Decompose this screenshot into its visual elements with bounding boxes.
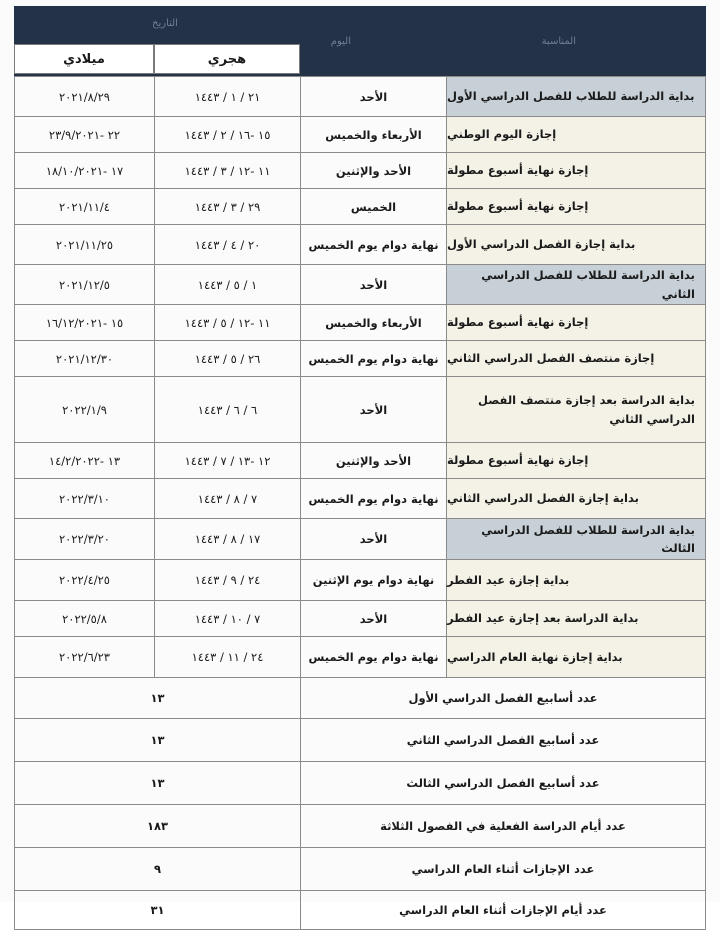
occasion-cell: بداية الدراسة بعد إجازة عيد الفطر: [446, 601, 706, 636]
day-cell: نهاية دوام يوم الخميس: [300, 341, 446, 376]
table-row: [14, 153, 706, 189]
gregorian-date-cell: ٢٠٢١/٨/٢٩: [14, 77, 154, 116]
occasion-cell: بداية إجازة الفصل الدراسي الثاني: [446, 479, 706, 518]
gregorian-date-cell: ٢٠٢١/١١/٢٥: [14, 225, 154, 264]
hijri-date-cell: ٢٠ / ٤ / ١٤٤٣: [154, 225, 300, 264]
table-row: [14, 519, 706, 560]
summary-row: [14, 678, 706, 719]
gregorian-date-cell: ٢٠٢١/١٢/٥: [14, 265, 154, 304]
gregorian-date-cell: ٢٠٢١/١١/٤: [14, 189, 154, 224]
summary-row: [14, 848, 706, 891]
day-cell: نهاية دوام يوم الخميس: [300, 225, 446, 264]
gregorian-date-cell: ٢٢ -٢٣/٩/٢٠٢١: [14, 117, 154, 152]
day-cell: الخميس: [300, 189, 446, 224]
hijri-date-cell: ٦ / ٦ / ١٤٤٣: [154, 377, 300, 442]
day-cell: الأحد: [300, 519, 446, 559]
occasion-cell: بداية الدراسة للطلاب للفصل الدراسي الأول: [446, 77, 706, 116]
summary-label: عدد أسابيع الفصل الدراسي الأول: [300, 678, 706, 718]
day-cell: الأحد والإثنين: [300, 443, 446, 478]
hijri-date-cell: ٢٩ / ٣ / ١٤٤٣: [154, 189, 300, 224]
hijri-date-cell: ٧ / ٨ / ١٤٤٣: [154, 479, 300, 518]
header-occasion: المناسبة: [541, 36, 576, 47]
gregorian-date-cell: ٢٠٢٢/٣/٢٠: [14, 519, 154, 559]
hijri-date-cell: ٧ / ١٠ / ١٤٤٣: [154, 601, 300, 636]
day-cell: الأحد: [300, 77, 446, 116]
summary-value: ٩: [14, 848, 300, 890]
occasion-cell: إجازة منتصف الفصل الدراسي الثاني: [446, 341, 706, 376]
summary-value: ١٣: [14, 762, 300, 804]
day-cell: الأحد: [300, 265, 446, 304]
summary-value: ١٨٣: [14, 805, 300, 847]
summary-value: ١٣: [14, 719, 300, 761]
day-cell: الأحد: [300, 377, 446, 442]
summary-row: [14, 805, 706, 848]
table-row: [14, 479, 706, 519]
gregorian-date-cell: ٢٠٢٢/٣/١٠: [14, 479, 154, 518]
summary-label: عدد أسابيع الفصل الدراسي الثالث: [300, 762, 706, 804]
day-cell: الأحد والإثنين: [300, 153, 446, 188]
occasion-cell: بداية الدراسة للطلاب للفصل الدراسي الثالث: [446, 519, 706, 559]
table-row: [14, 377, 706, 443]
occasion-cell: بداية الدراسة للطلاب للفصل الدراسي الثاني: [446, 265, 706, 304]
summary-row: [14, 762, 706, 805]
summary-row: [14, 719, 706, 762]
hijri-date-cell: ٢١ / ١ / ١٤٤٣: [154, 77, 300, 116]
gregorian-date-cell: ١٧ -١٨/١٠/٢٠٢١: [14, 153, 154, 188]
day-cell: الأربعاء والخميس: [300, 305, 446, 340]
day-cell: نهاية دوام يوم الخميس: [300, 637, 446, 677]
occasion-cell: بداية إجازة نهاية العام الدراسي: [446, 637, 706, 677]
summary-label: عدد الإجازات أثناء العام الدراسي: [300, 848, 706, 890]
table-row: [14, 117, 706, 153]
table-row: [14, 189, 706, 225]
gregorian-date-cell: ٢٠٢٢/٦/٢٣: [14, 637, 154, 677]
hijri-date-cell: ١٧ / ٨ / ١٤٤٣: [154, 519, 300, 559]
summary-row: [14, 891, 706, 930]
occasion-cell: إجازة نهاية أسبوع مطولة: [446, 189, 706, 224]
hijri-date-cell: ١١ -١٢ / ٥ / ١٤٤٣: [154, 305, 300, 340]
hijri-date-cell: ٢٦ / ٥ / ١٤٤٣: [154, 341, 300, 376]
table-row: [14, 341, 706, 377]
header-day: اليوم: [330, 36, 351, 47]
hijri-date-cell: ١١ -١٢ / ٣ / ١٤٤٣: [154, 153, 300, 188]
summary-label: عدد أيام الإجازات أثناء العام الدراسي: [300, 891, 706, 929]
table-row: [14, 265, 706, 305]
occasion-cell: إجازة اليوم الوطني: [446, 117, 706, 152]
hijri-date-cell: ٢٤ / ٩ / ١٤٤٣: [154, 560, 300, 600]
day-cell: نهاية دوام يوم الخميس: [300, 479, 446, 518]
hijri-date-cell: ١٥ -١٦ / ٢ / ١٤٤٣: [154, 117, 300, 152]
table-row: [14, 443, 706, 479]
occasion-cell: بداية إجازة عيد الفطر: [446, 560, 706, 600]
day-cell: الأحد: [300, 601, 446, 636]
occasion-cell: إجازة نهاية أسبوع مطولة: [446, 443, 706, 478]
gregorian-date-cell: ٢٠٢٢/١/٩: [14, 377, 154, 442]
gregorian-header: ميلادي: [14, 44, 154, 74]
hijri-date-cell: ٢٤ / ١١ / ١٤٤٣: [154, 637, 300, 677]
summary-value: ٣١: [14, 891, 300, 929]
table-row: [14, 601, 706, 637]
gregorian-date-cell: ٢٠٢٢/٥/٨: [14, 601, 154, 636]
day-cell: نهاية دوام يوم الإثنين: [300, 560, 446, 600]
summary-label: عدد أسابيع الفصل الدراسي الثاني: [300, 719, 706, 761]
hijri-date-cell: ١٢ -١٣ / ٧ / ١٤٤٣: [154, 443, 300, 478]
table-row: [14, 560, 706, 601]
gregorian-date-cell: ١٣ -١٤/٢/٢٠٢٢: [14, 443, 154, 478]
gregorian-date-cell: ٢٠٢٢/٤/٢٥: [14, 560, 154, 600]
gregorian-date-cell: ٢٠٢١/١٢/٣٠: [14, 341, 154, 376]
day-cell: الأربعاء والخميس: [300, 117, 446, 152]
header-date: التاريخ: [152, 18, 178, 29]
summary-label: عدد أيام الدراسة الفعلية في الفصول الثلاثة: [300, 805, 706, 847]
gregorian-date-cell: ١٥ -١٦/١٢/٢٠٢١: [14, 305, 154, 340]
occasion-cell: إجازة نهاية أسبوع مطولة: [446, 305, 706, 340]
occasion-cell: بداية إجازة الفصل الدراسي الأول: [446, 225, 706, 264]
calendar-table: [14, 76, 706, 930]
table-row: [14, 225, 706, 265]
table-row: [14, 76, 706, 117]
hijri-header: هجري: [154, 44, 300, 74]
occasion-cell: إجازة نهاية أسبوع مطولة: [446, 153, 706, 188]
table-row: [14, 637, 706, 678]
occasion-cell: بداية الدراسة بعد إجازة منتصف الفصل الدراسي الثاني: [446, 377, 706, 442]
summary-value: ١٣: [14, 678, 300, 718]
table-row: [14, 305, 706, 341]
hijri-date-cell: ١ / ٥ / ١٤٤٣: [154, 265, 300, 304]
